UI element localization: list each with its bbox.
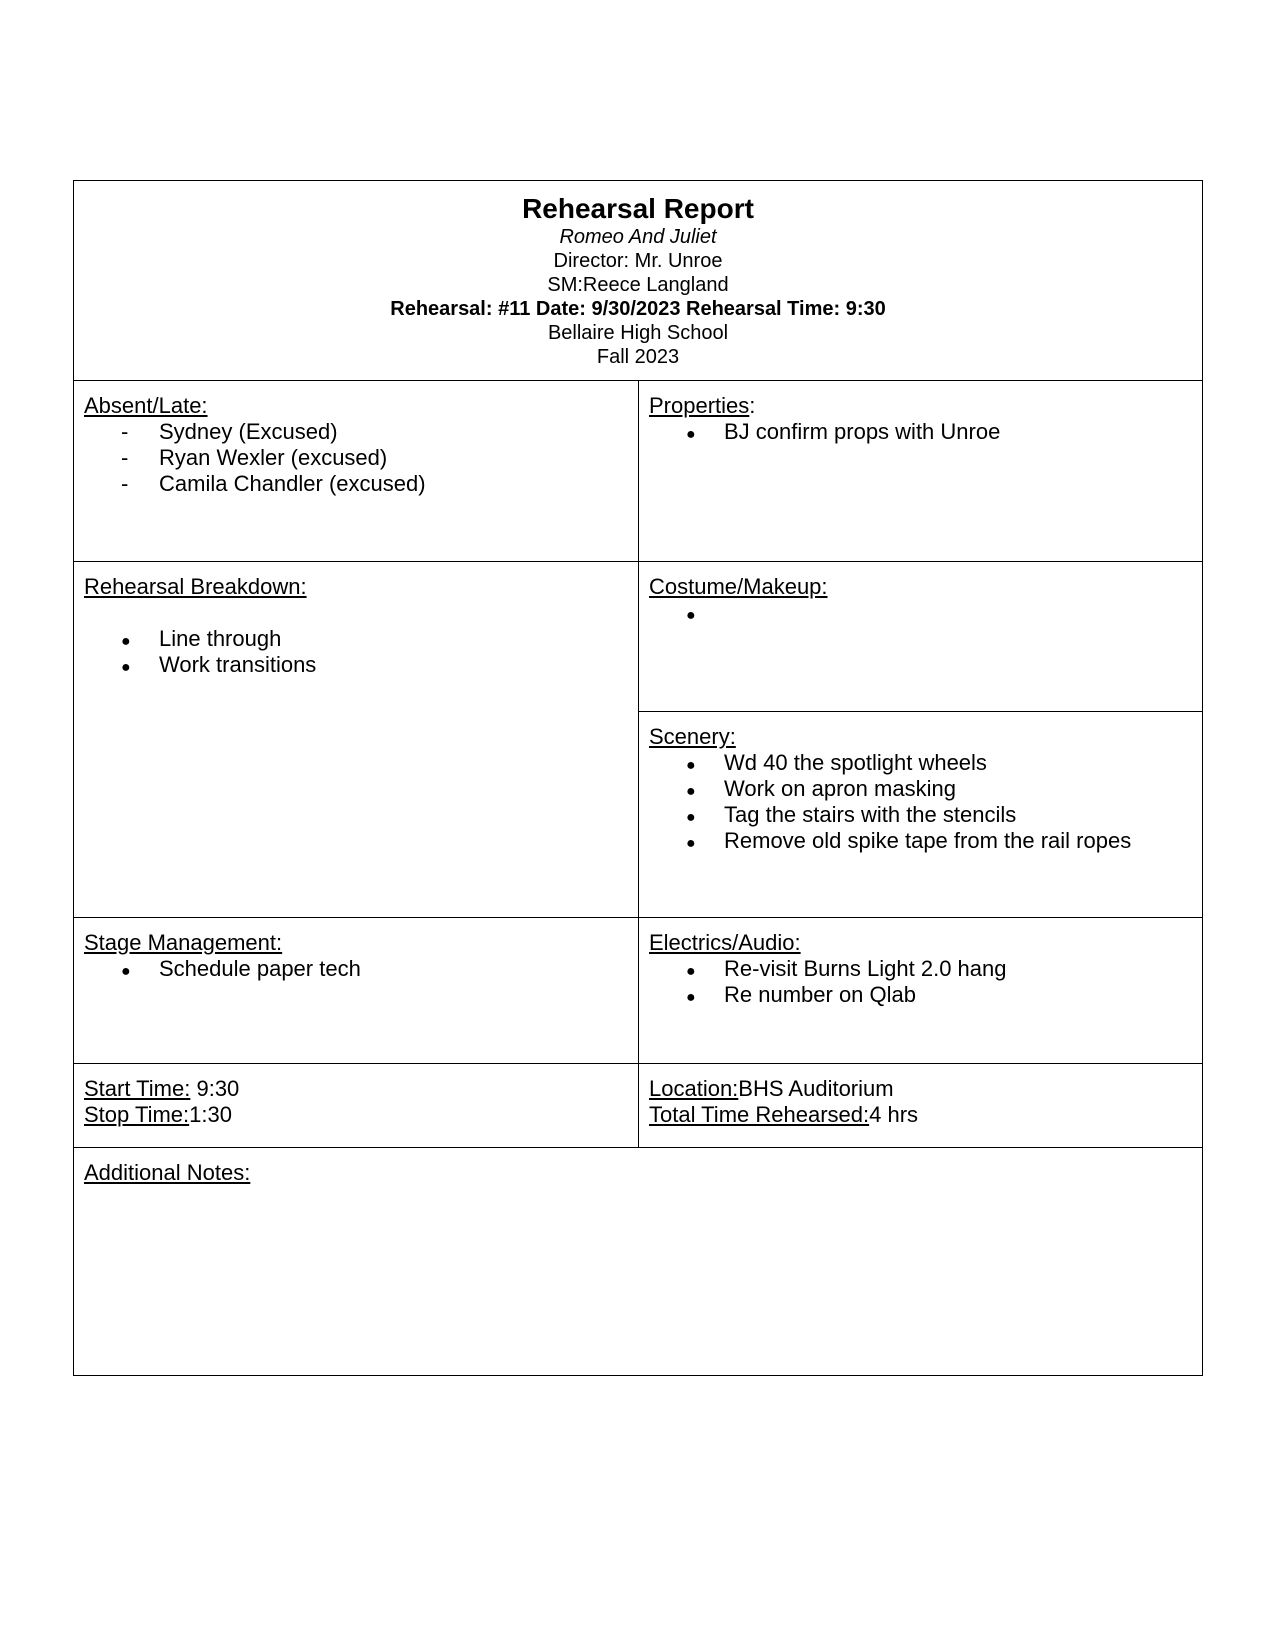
location-value: BHS Auditorium: [738, 1076, 894, 1101]
total-time-value: 4 hrs: [869, 1102, 919, 1127]
list-item: [649, 750, 1192, 776]
director-line: Director: Mr. Unroe: [553, 250, 723, 272]
properties-list: [649, 419, 1192, 445]
rehearsal-meta-line: Rehearsal: #11 Date: 9/30/2023 Rehearsal Time: 9:30: [390, 298, 886, 320]
list-item-text: Camila Chandler (excused): [159, 471, 426, 496]
term-line: Fall 2023: [596, 346, 680, 368]
costume-makeup-section: [639, 562, 1202, 711]
list-item-text: Re number on Qlab: [724, 982, 916, 1007]
electrics-audio-section: [639, 918, 1202, 1063]
breakdown-costume-scenery-row: [74, 562, 1202, 918]
total-time-label: Total Time Rehearsed:: [649, 1102, 870, 1127]
bullet-icon: [686, 750, 696, 779]
bullet-icon: [686, 802, 696, 831]
properties-section: [639, 381, 1202, 561]
absent-late-section: [74, 381, 639, 561]
bullet-icon: [121, 956, 131, 985]
list-item-text: Line through: [159, 626, 282, 651]
list-item-text: Schedule paper tech: [159, 956, 361, 981]
bullet-icon: [686, 419, 696, 448]
absent-late-label: Absent/Late:: [84, 393, 208, 418]
stage-management-label: Stage Management:: [84, 930, 283, 955]
show-title: Romeo And Juliet: [559, 226, 717, 248]
location-label: Location:: [649, 1076, 739, 1101]
list-item: [649, 419, 1192, 445]
rehearsal-breakdown-section: [74, 562, 639, 917]
additional-notes-section: [74, 1148, 1202, 1375]
rehearsal-breakdown-label: Rehearsal Breakdown:: [84, 574, 307, 599]
list-item: [649, 802, 1192, 828]
scenery-list: [649, 750, 1192, 854]
list-item: [649, 982, 1192, 1008]
stage-management-section: [74, 918, 639, 1063]
bullet-icon: [121, 626, 131, 655]
start-time-value: 9:30: [190, 1076, 240, 1101]
bullet-icon: [686, 776, 696, 805]
stage-manager-line: SM:Reece Langland: [547, 274, 729, 296]
list-item-text: Remove old spike tape from the rail ropes: [724, 828, 1132, 853]
absent-properties-row: [74, 381, 1202, 562]
dash-marker: [121, 445, 128, 471]
list-item-text: Sydney (Excused): [159, 419, 338, 444]
list-item-text: Wd 40 the spotlight wheels: [724, 750, 987, 775]
list-item: [649, 828, 1192, 854]
list-item-text: Tag the stairs with the stencils: [724, 802, 1017, 827]
list-item: [84, 419, 628, 445]
electrics-list: [649, 956, 1192, 1008]
list-item: [84, 956, 628, 982]
list-item-text: Re-visit Burns Light 2.0 hang: [724, 956, 1007, 981]
header-row: [74, 181, 1202, 381]
start-time-label: Start Time:: [84, 1076, 191, 1101]
stop-time-label: Stop Time:: [84, 1102, 190, 1127]
list-item: [84, 652, 628, 678]
scenery-section: [639, 711, 1202, 918]
location-section: [639, 1064, 1202, 1147]
properties-label-colon: :: [749, 393, 756, 418]
list-item: [84, 626, 628, 652]
list-item: [84, 445, 628, 471]
times-location-row: [74, 1064, 1202, 1148]
properties-label: Properties: [649, 393, 750, 418]
dash-marker: [121, 471, 128, 497]
rehearsal-report-table: [73, 180, 1203, 1376]
electrics-audio-label: Electrics/Audio:: [649, 930, 801, 955]
list-item: [649, 776, 1192, 802]
absent-list: [84, 419, 628, 497]
list-item: [84, 471, 628, 497]
dash-marker: [121, 419, 128, 445]
list-item-text: Work on apron masking: [724, 776, 956, 801]
scenery-label: Scenery:: [649, 724, 736, 749]
times-section: [74, 1064, 639, 1147]
report-header: [74, 181, 1202, 380]
additional-notes-row: [74, 1148, 1202, 1375]
costume-makeup-label: Costume/Makeup:: [649, 574, 828, 599]
school-line: Bellaire High School: [547, 322, 729, 344]
bullet-icon: [686, 982, 696, 1011]
stage-management-electrics-row: [74, 918, 1202, 1064]
list-item-text: BJ confirm props with Unroe: [724, 419, 1001, 444]
bullet-icon: [686, 828, 696, 857]
list-item: [649, 956, 1192, 982]
list-item-text: Work transitions: [159, 652, 317, 677]
stage-management-list: [84, 956, 628, 982]
bullet-icon: [121, 652, 131, 681]
stop-time-value: 1:30: [189, 1102, 232, 1127]
breakdown-list: [84, 626, 628, 678]
list-item-text: Ryan Wexler (excused): [159, 445, 388, 470]
spacer: [84, 600, 628, 626]
bullet-icon: [686, 956, 696, 985]
bullet-icon: [686, 600, 696, 629]
additional-notes-label: Additional Notes:: [84, 1160, 251, 1185]
report-title: Rehearsal Report: [522, 193, 754, 224]
